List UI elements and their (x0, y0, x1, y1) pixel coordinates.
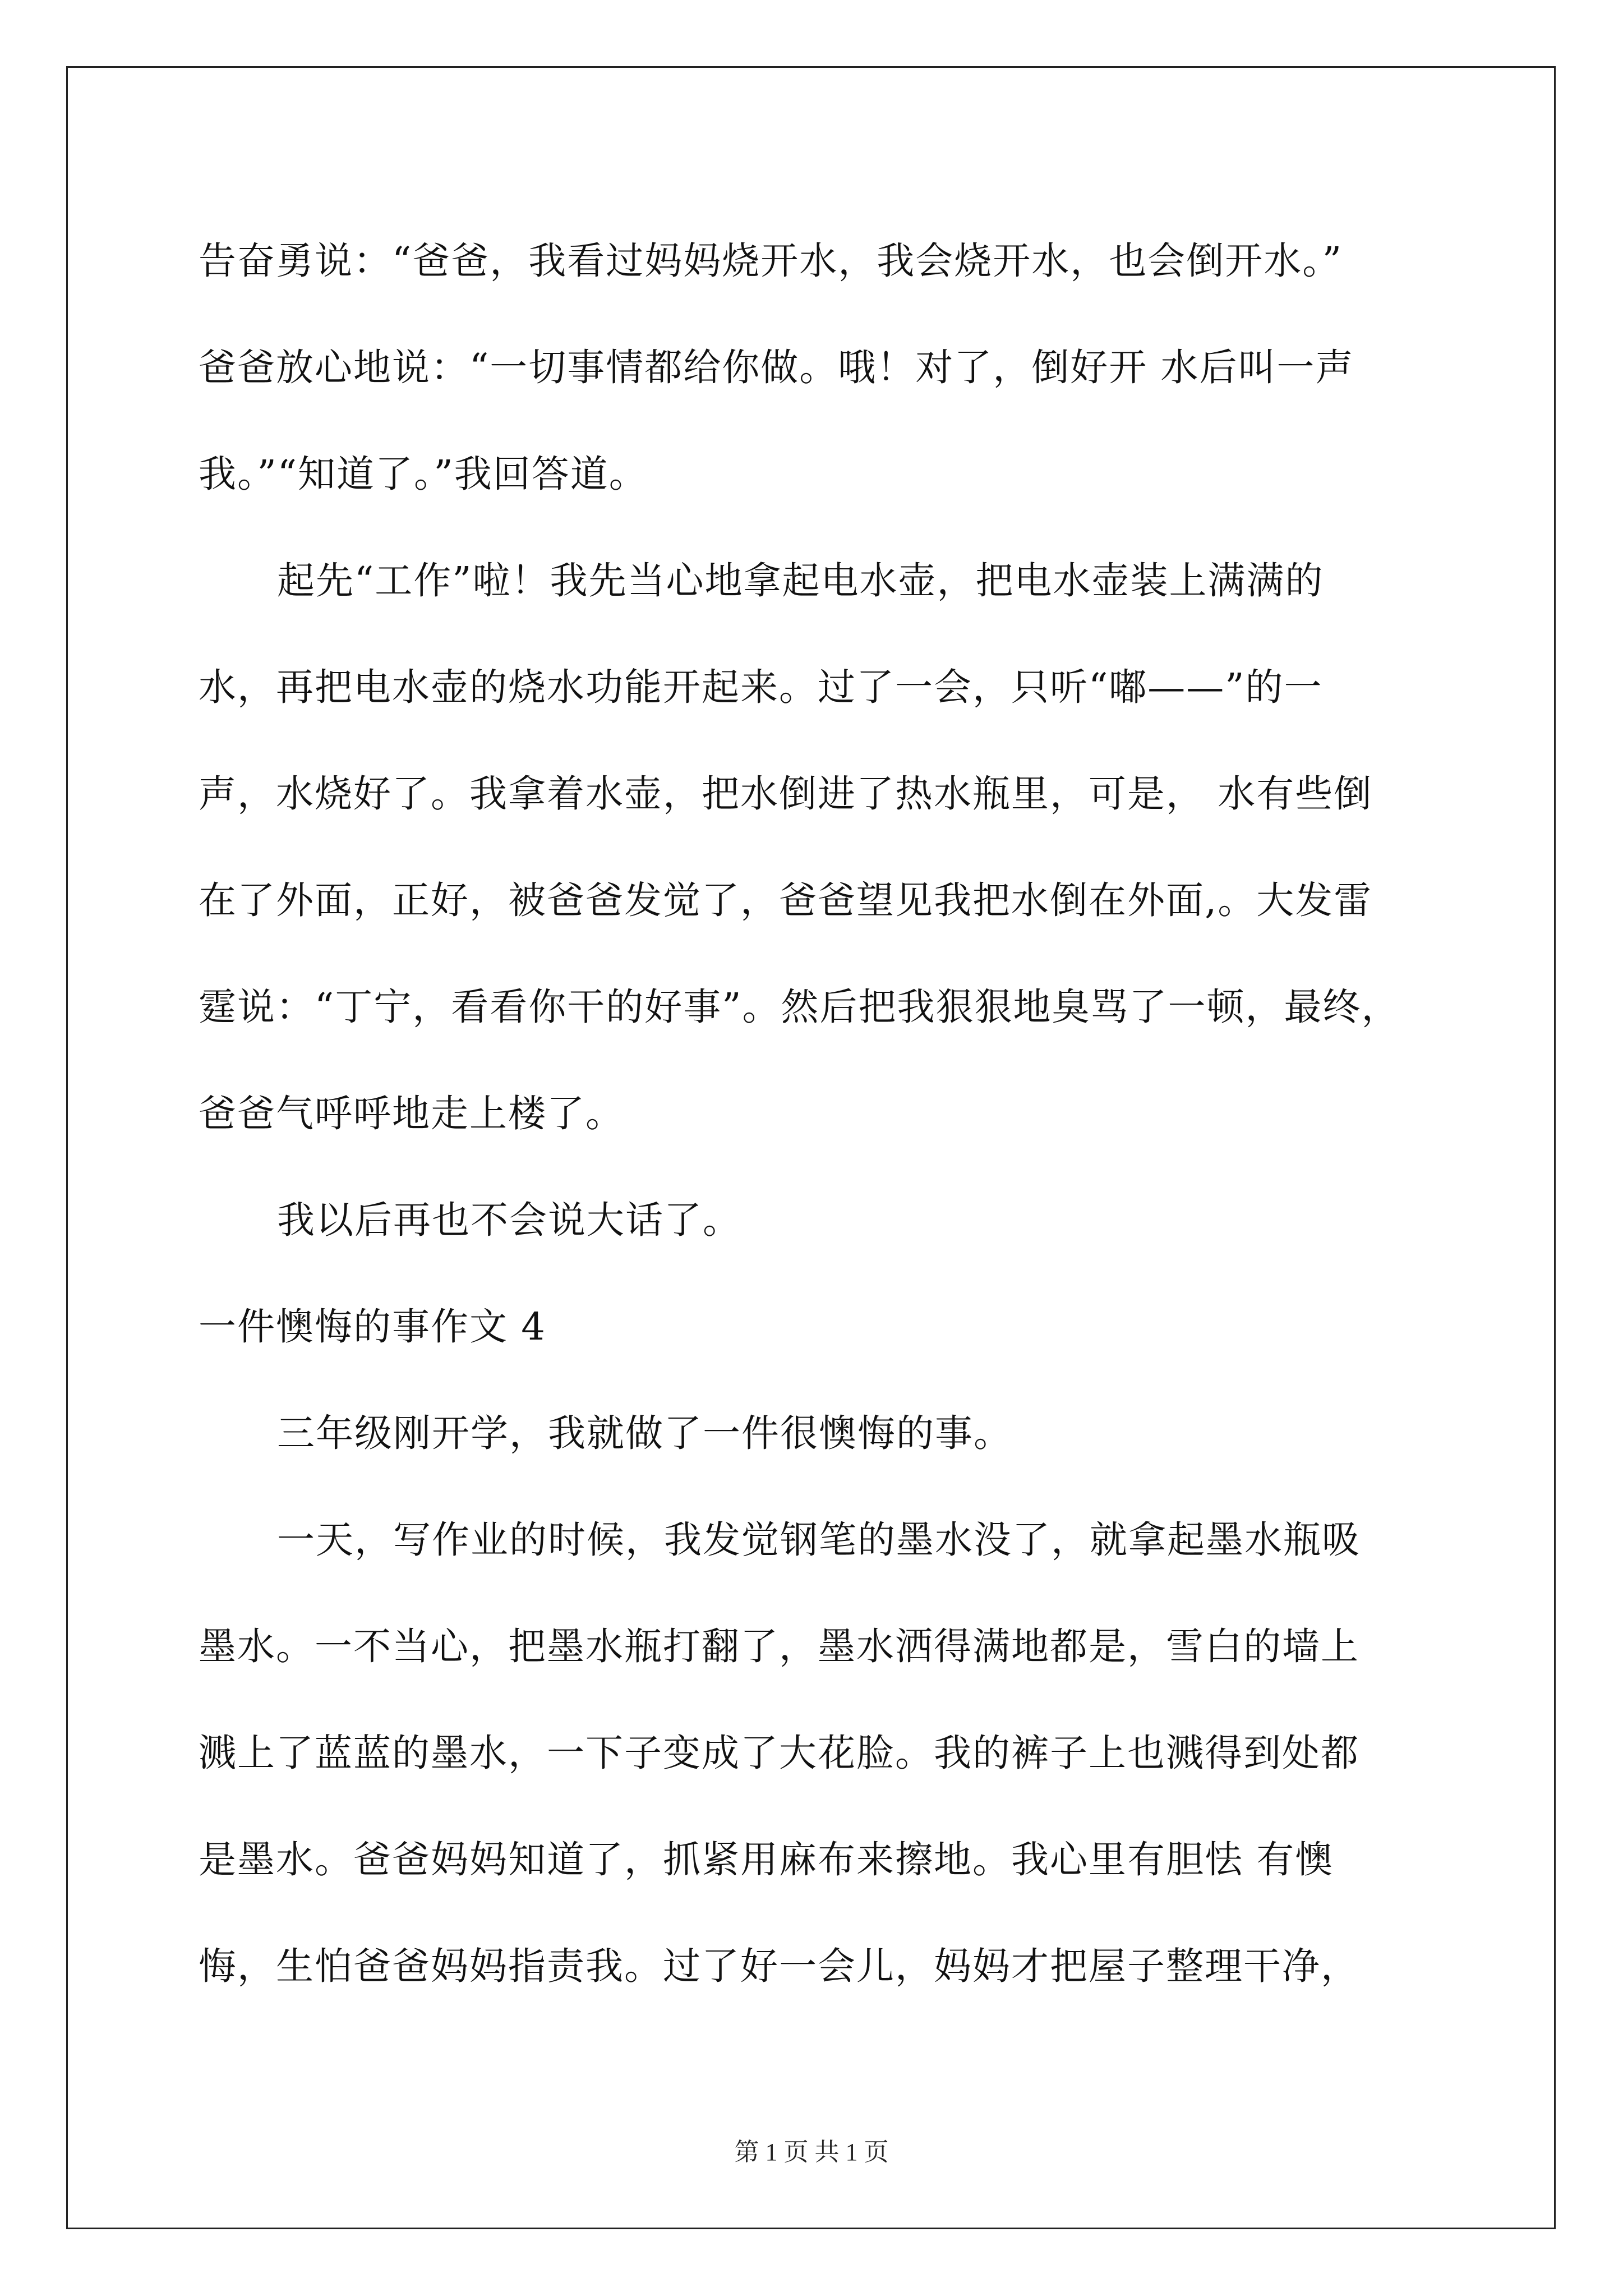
text-line: 声，水烧好了。我拿着水壶，把水倒进了热水瓶里，可是， 水有些倒 (199, 772, 1373, 816)
paragraph-4 (199, 1380, 1432, 1487)
text-line: 一天，写作业的时候，我发觉钢笔的墨水没了，就拿起墨水瓶吸 (277, 1518, 1361, 1562)
page-footer: 第 1 页 共 1 页 (734, 2138, 889, 2166)
text-line: 我以后再也不会说大话了。 (277, 1198, 741, 1242)
text-line: 在了外面，正好，被爸爸发觉了，爸爸望见我把水倒在外面,。大发雷 (199, 878, 1373, 922)
document-body (199, 208, 1432, 2019)
text-line: 悔，生怕爸爸妈妈指责我。过了好一会儿，妈妈才把屋子整理干净， (199, 1944, 1359, 1988)
text-line: 三年级刚开学，我就做了一件很懊悔的事。 (277, 1411, 1012, 1455)
section-heading: 一件懊悔的事作文 4 (199, 1305, 546, 1349)
paragraph-2 (199, 527, 1432, 1167)
text-line: 我。”“知道了。”我回答道。 (199, 452, 648, 496)
text-line: 是墨水。爸爸妈妈知道了，抓紧用麻布来擦地。我心里有胆怯 有懊 (199, 1838, 1334, 1881)
text-line: 霆说：“丁宁，看看你干的好事”。然后把我狠狠地臭骂了一顿，最终， (199, 985, 1400, 1029)
paragraph-3 (199, 1167, 1432, 1273)
text-line: 水，再把电水壶的烧水功能开起来。过了一会，只听“嘟——”的一 (199, 665, 1323, 709)
paragraph-1 (199, 208, 1432, 527)
text-line: 起先“工作”啦！我先当心地拿起电水壶，把电水壶装上满满的 (277, 559, 1324, 602)
text-line: 墨水。一不当心，把墨水瓶打翻了，墨水洒得满地都是，雪白的墙上 (199, 1625, 1359, 1668)
text-line: 爸爸气呼呼地走上楼了。 (199, 1092, 624, 1135)
paragraph-5 (199, 1487, 1432, 2019)
text-line: 告奋勇说：“爸爸，我看过妈妈烧开水，我会烧开水，也会倒开水。” (199, 239, 1343, 283)
text-line: 溅上了蓝蓝的墨水，一下子变成了大花脸。我的裤子上也溅得到处都 (199, 1731, 1359, 1775)
text-line: 爸爸放心地说：“一切事情都给你做。哦！对了，倒好开 水后叫一声 (199, 346, 1354, 389)
